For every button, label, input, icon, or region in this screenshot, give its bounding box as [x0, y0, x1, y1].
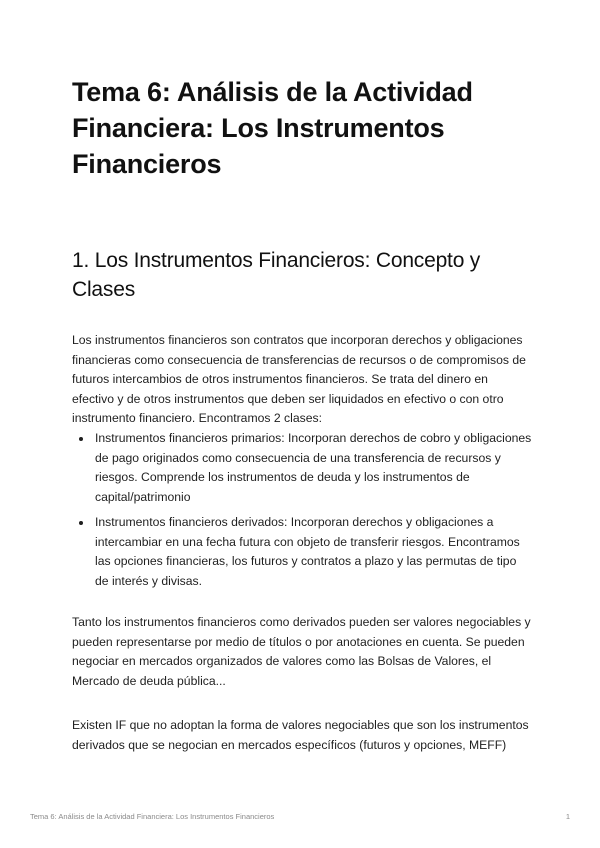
section-heading: 1. Los Instrumentos Financieros: Concepto y Clases	[72, 249, 481, 301]
footer-title: Tema 6: Análisis de la Actividad Financiera: Los Instrumentos Financieros	[30, 812, 275, 821]
paragraph-negotiable: Tanto los instrumentos financieros como derivados pueden ser valores negociables y pueden representarse por medio de títulos o por anotaciones en cuenta. Se pueden negociar en mercados organizados de valores como las Bolsas de Valores, el Mercado de deuda pública...	[72, 615, 531, 688]
list-item-text: Instrumentos financieros derivados: Incorporan derechos y obligaciones a intercambiar en una fecha futura con objeto de transferir riesgos. Encontramos las opciones financieras, los futuros y contratos a plazo y las permutas de tipo de interés y divisas.	[95, 515, 520, 588]
paragraph-intro: Los instrumentos financieros son contratos que incorporan derechos y obligaciones financieras como consecuencia de transferencias de recursos o de compromisos de futuros intercambios de otros instrumentos financieros. Se trata del dinero en efectivo y de otros instrumentos que deben ser liquidados en efectivo o con otro instrumento financiero. Encontramos 2 clases:	[72, 333, 526, 425]
paragraph-derivatives: Existen IF que no adoptan la forma de valores negociables que son los instrumentos derivados que se negocian en mercados específicos (futuros y opciones, MEFF)	[72, 718, 529, 752]
list-item	[72, 513, 532, 591]
page-title: Tema 6: Análisis de la Actividad Financiera: Los Instrumentos Financieros	[72, 77, 473, 179]
page-footer	[30, 812, 570, 821]
page-number: 1	[565, 812, 570, 821]
classes-list	[72, 429, 532, 597]
list-item	[72, 429, 532, 507]
bullet-icon	[79, 521, 83, 525]
list-item-text: Instrumentos financieros primarios: Incorporan derechos de cobro y obligaciones de pago originados como consecuencia de una transferencia de recursos y riesgos. Comprende los instrumentos de deuda y los instrumentos de capital/patrimonio	[95, 431, 532, 504]
bullet-icon	[79, 437, 83, 441]
